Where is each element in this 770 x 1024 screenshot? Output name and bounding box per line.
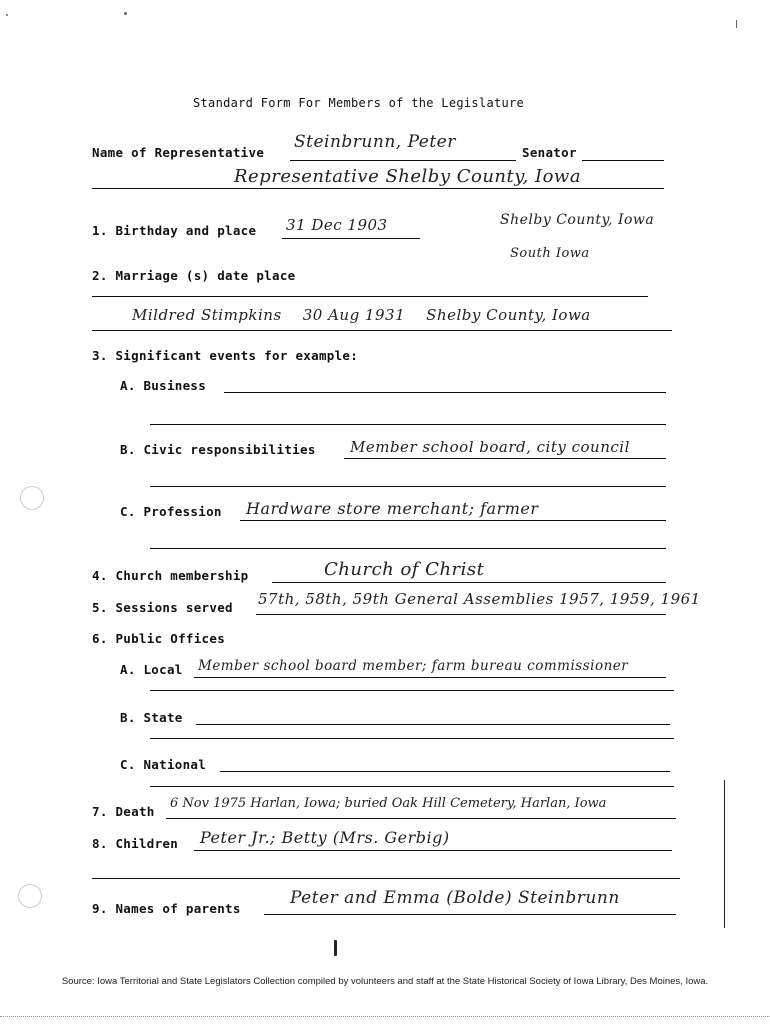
- marriage-answer: Mildred Stimpkins 30 Aug 1931 Shelby County, Iowa: [132, 306, 591, 324]
- scan-mark: [334, 940, 337, 956]
- birth-place-answer: Shelby County, Iowa: [500, 212, 655, 228]
- q3a-line2: [150, 424, 666, 425]
- q3c-line: [240, 520, 666, 521]
- q3-label: 3. Significant events for example:: [92, 348, 359, 363]
- source-footer: Source: Iowa Territorial and State Legislators Collection compiled by volunteers and staff at the State Historical Society of Iowa Library, Des Moines, Iowa.: [61, 976, 709, 987]
- q5-label: 5. Sessions served: [92, 600, 233, 615]
- sessions-answer: 57th, 58th, 59th General Assemblies 1957, 1959, 1961: [258, 590, 701, 608]
- margin-rule: [724, 780, 725, 928]
- name-label: Name of Representative: [92, 145, 265, 160]
- profession-answer: Hardware store merchant; farmer: [246, 499, 539, 518]
- local-office-answer: Member school board member; farm bureau commissioner: [198, 658, 629, 674]
- q1-line: [282, 238, 420, 239]
- birthday-answer: 31 Dec 1903: [286, 216, 388, 234]
- name-answer: Steinbrunn, Peter: [294, 132, 456, 152]
- q3b-line2: [150, 486, 666, 487]
- q6-label: 6. Public Offices: [92, 631, 226, 646]
- q6b-label: B. State: [120, 710, 183, 725]
- q2-line2: [92, 330, 672, 331]
- q2-label: 2. Marriage (s) date place: [92, 268, 296, 283]
- scan-speck: [6, 14, 8, 16]
- q6a-label: A. Local: [120, 662, 183, 677]
- q3b-line: [344, 458, 666, 459]
- q6c-line2: [150, 786, 674, 787]
- scan-edge: [0, 1016, 770, 1017]
- q3a-line: [224, 392, 666, 393]
- church-answer: Church of Christ: [324, 559, 485, 580]
- scan-speck: [124, 12, 127, 15]
- name-line: [290, 160, 516, 161]
- scan-speck: [736, 20, 737, 28]
- civic-answer: Member school board, city council: [350, 438, 630, 456]
- q7-line: [166, 818, 676, 819]
- q3b-label: B. Civic responsibilities: [120, 442, 316, 457]
- q5-line: [256, 614, 666, 615]
- birth-place-note: South Iowa: [510, 246, 590, 261]
- q8-line: [194, 850, 672, 851]
- name-answer-line2: Representative Shelby County, Iowa: [234, 166, 582, 187]
- q7-label: 7. Death: [92, 804, 155, 819]
- q3c-label: C. Profession: [120, 504, 222, 519]
- q4-label: 4. Church membership: [92, 568, 249, 583]
- q6c-line: [220, 771, 670, 772]
- senator-line: [582, 160, 664, 161]
- q8-line2: [92, 878, 680, 879]
- q6c-label: C. National: [120, 757, 207, 772]
- q1-label: 1. Birthday and place: [92, 223, 257, 238]
- q4-line: [272, 582, 666, 583]
- punch-hole: [20, 486, 44, 510]
- form-title: Standard Form For Members of the Legislature: [193, 96, 525, 110]
- q9-label: 9. Names of parents: [92, 901, 241, 916]
- q8-label: 8. Children: [92, 836, 179, 851]
- q6a-line2: [150, 690, 674, 691]
- death-answer: 6 Nov 1975 Harlan, Iowa; buried Oak Hill Cemetery, Harlan, Iowa: [170, 796, 607, 811]
- q6b-line: [196, 724, 670, 725]
- q3c-line2: [150, 548, 666, 549]
- q3a-label: A. Business: [120, 378, 207, 393]
- q9-line: [264, 914, 676, 915]
- punch-hole: [18, 884, 42, 908]
- name-continuation-line: [92, 188, 664, 189]
- q6b-line2: [150, 738, 674, 739]
- parents-answer: Peter and Emma (Bolde) Steinbrunn: [290, 888, 620, 908]
- children-answer: Peter Jr.; Betty (Mrs. Gerbig): [200, 828, 450, 847]
- q6a-line: [194, 677, 666, 678]
- senator-label: Senator: [522, 145, 577, 160]
- q2-line1: [92, 296, 648, 297]
